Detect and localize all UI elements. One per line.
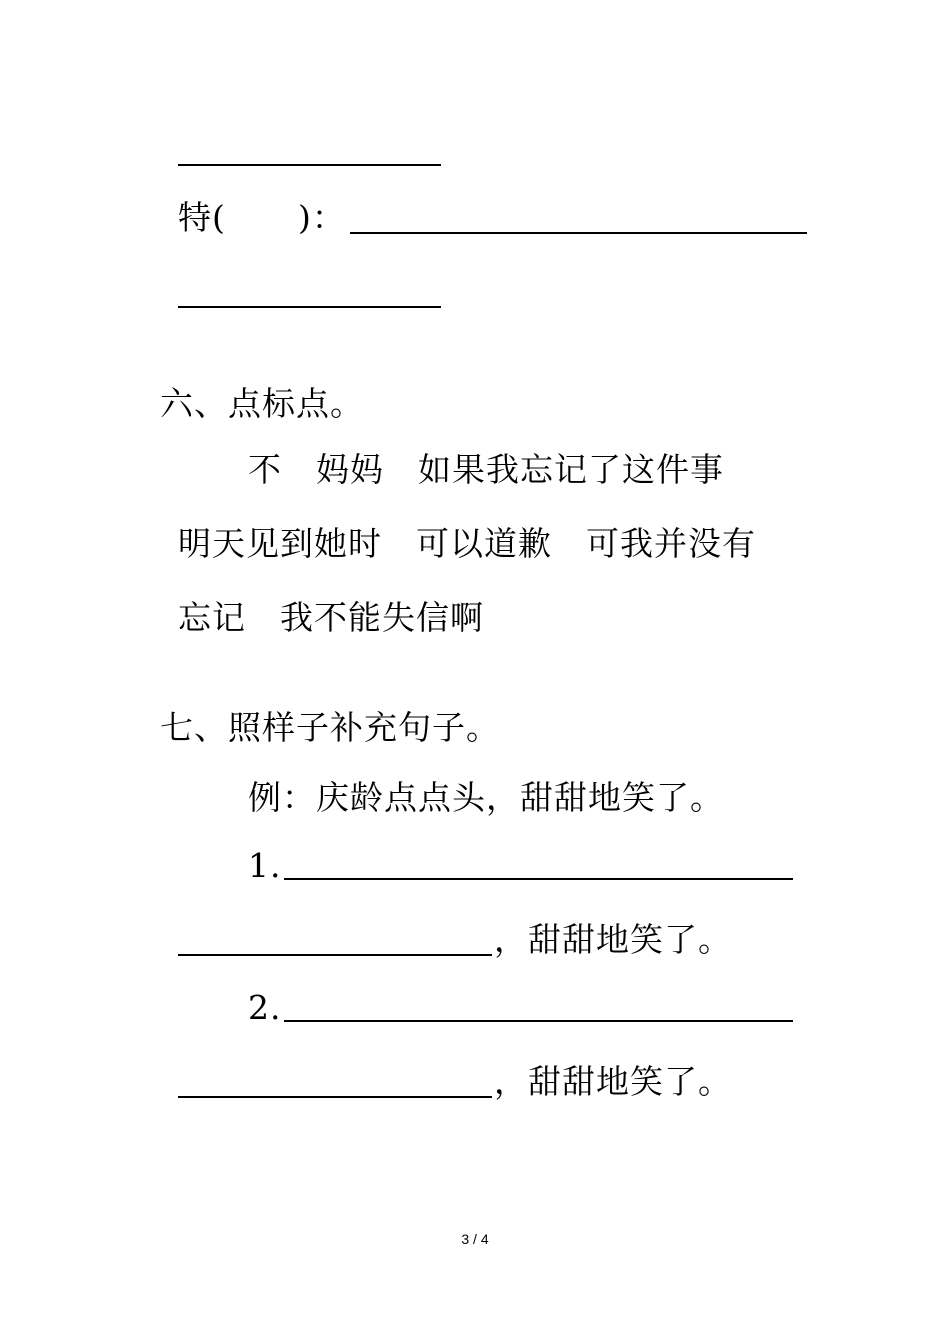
punctuation-line-2: 明天见到她时 可以道歉 可我并没有: [178, 524, 756, 563]
section-7-title: 七、照样子补充句子。: [160, 708, 500, 747]
punctuation-line-1: 不 妈妈 如果我忘记了这件事: [248, 450, 724, 489]
answer-line[interactable]: [178, 306, 441, 308]
item-2-suffix: ，甜甜地笑了。: [494, 1062, 732, 1101]
item-1-suffix: ，甜甜地笑了。: [494, 920, 732, 959]
te-label: 特(: [178, 198, 226, 237]
answer-line[interactable]: [350, 232, 807, 234]
answer-line[interactable]: [178, 164, 441, 166]
answer-line-1b[interactable]: [178, 954, 492, 956]
item-2-number: 2.: [248, 988, 282, 1027]
answer-line-2b[interactable]: [178, 1096, 492, 1098]
item-1-number: 1.: [248, 846, 282, 885]
section-6-title: 六、点标点。: [160, 384, 364, 423]
answer-line-1a[interactable]: [284, 878, 793, 880]
answer-line-2a[interactable]: [284, 1020, 793, 1022]
page-number: 3 / 4: [461, 1231, 489, 1247]
te-paren-close: )：: [298, 198, 346, 237]
punctuation-line-3: 忘记 我不能失信啊: [178, 598, 484, 637]
example-sentence: 例：庆龄点点头，甜甜地笑了。: [248, 778, 724, 817]
